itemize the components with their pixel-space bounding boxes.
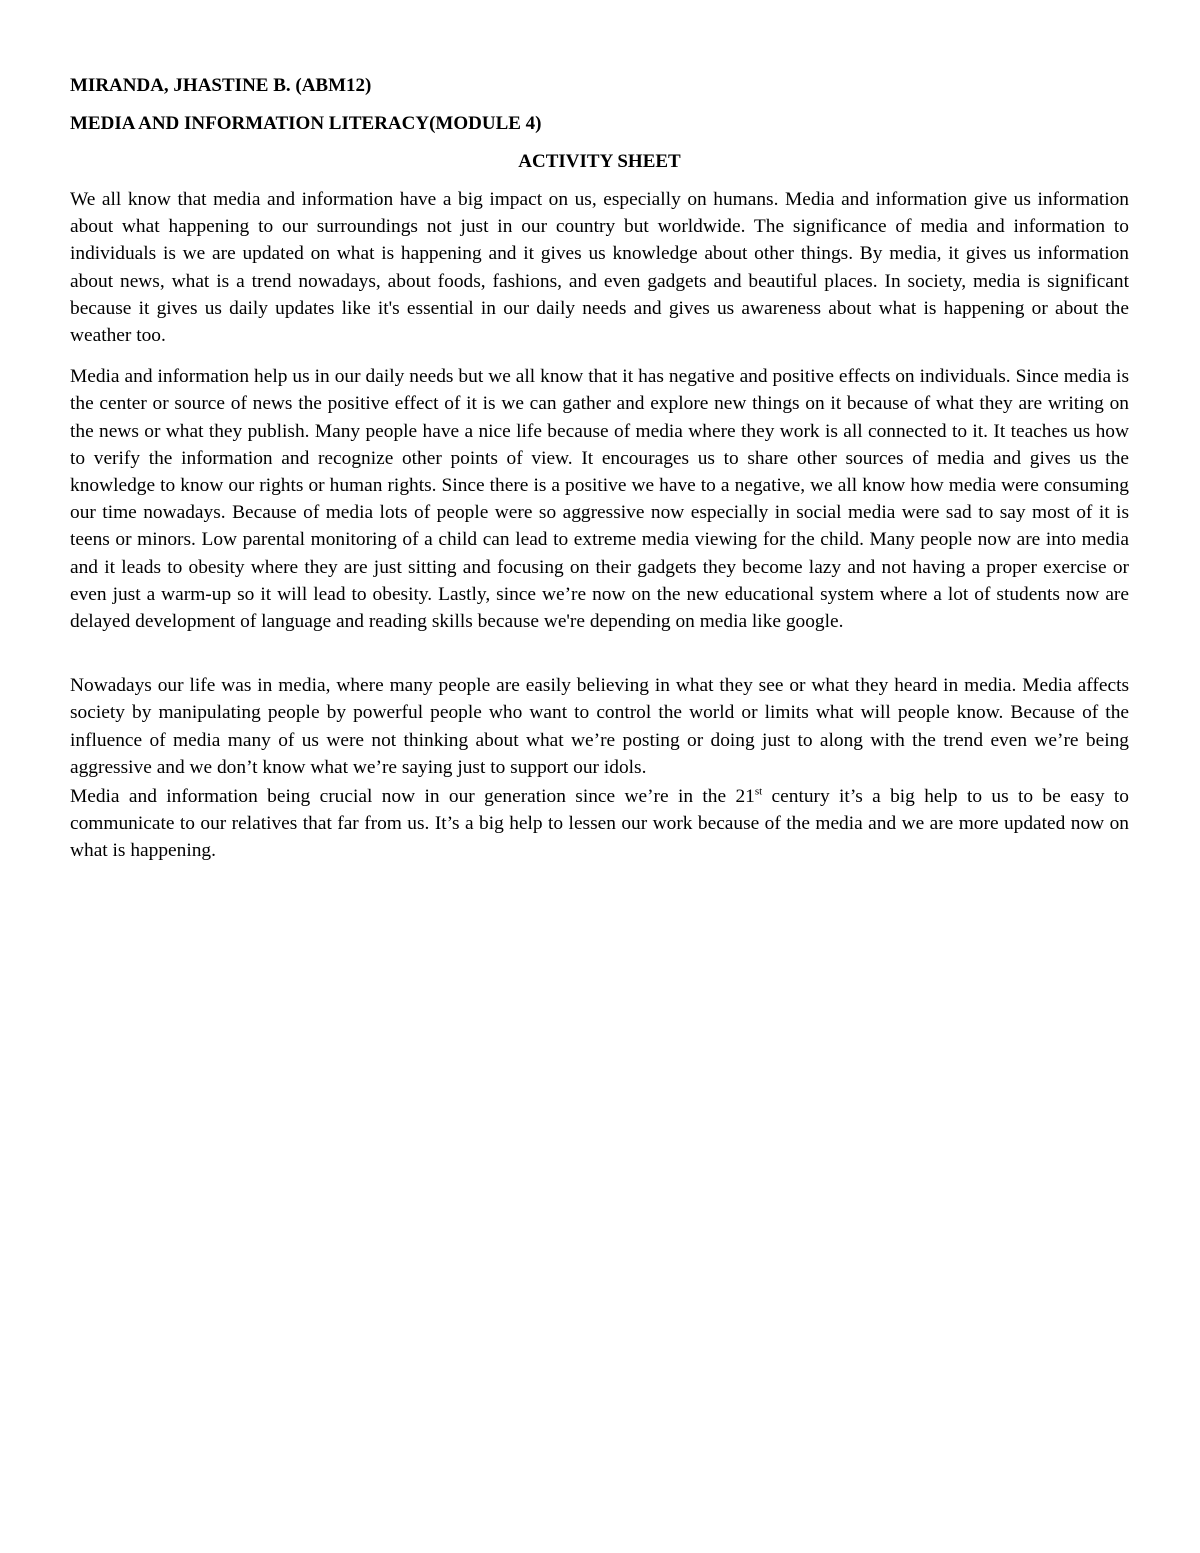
student-name-line: MIRANDA, JHASTINE B. (ABM12)	[70, 75, 372, 96]
paragraph-3: Nowadays our life was in media, where many people are easily believing in what they see or what they heard in media. Media affects society by manipulating people by powerful people who want to control the world or limits what will people know. Because of the influence of media many of us were not thinking about what we’re posting or doing just to along with the trend even we’re being aggressive and we don’t know what we’re saying just to support our idols.	[70, 675, 1129, 778]
paragraph-4-text-end: century it’s a big help to us to be easy to communicate to our relatives that far from us. It’s a big help to lessen our work because of the media and we are more updated now on what is happening.	[70, 786, 1129, 862]
activity-sheet-title: ACTIVITY SHEET	[518, 151, 681, 172]
document-page	[70, 74, 1129, 865]
paragraph-4	[70, 783, 1129, 865]
ordinal-suffix: st	[754, 785, 763, 798]
paragraph-1: We all know that media and information have a big impact on us, especially on humans. Media and information give us information about what happening to our surroundings not just in our country but worldwide. The significance of media and information to individuals is we are updated on what is happening and it gives us knowledge about other things. By media, it gives us information about news, what is a trend nowadays, about foods, fashions, and even gadgets and beautiful places. In society, media is significant because it gives us daily updates like it's essential in our daily needs and gives us awareness about what is happening or about the weather too.	[70, 189, 1129, 347]
subject-line: MEDIA AND INFORMATION LITERACY(MODULE 4)	[70, 113, 542, 134]
paragraph-2: Media and information help us in our daily needs but we all know that it has negative and positive effects on individuals. Since media is the center or source of news the positive effect of it is we can gather and explore new things on it because of what they are writing on the news or what they publish. Many people have a nice life because of media where they work is all connected to it. It teaches us how to verify the information and recognize other points of view. It encourages us to share other sources of media and gives us the knowledge to know our rights or human rights. Since there is a positive we have to a negative, we all know how media were consuming our time nowadays. Because of media lots of people were so aggressive now especially in social media were sad to say most of it is teens or minors. Low parental monitoring of a child can lead to extreme media viewing for the child. Many people now are into media and it leads to obesity where they are just sitting and focusing on their gadgets they become lazy and not having a proper exercise or even just a warm-up so it will lead to obesity. Lastly, since we’re now on the new educational system where a lot of students now are delayed development of language and reading skills because we're depending on media like google.	[70, 366, 1129, 633]
paragraph-4-text-start: Media and information being crucial now in our generation since we’re in the 21	[70, 786, 755, 808]
